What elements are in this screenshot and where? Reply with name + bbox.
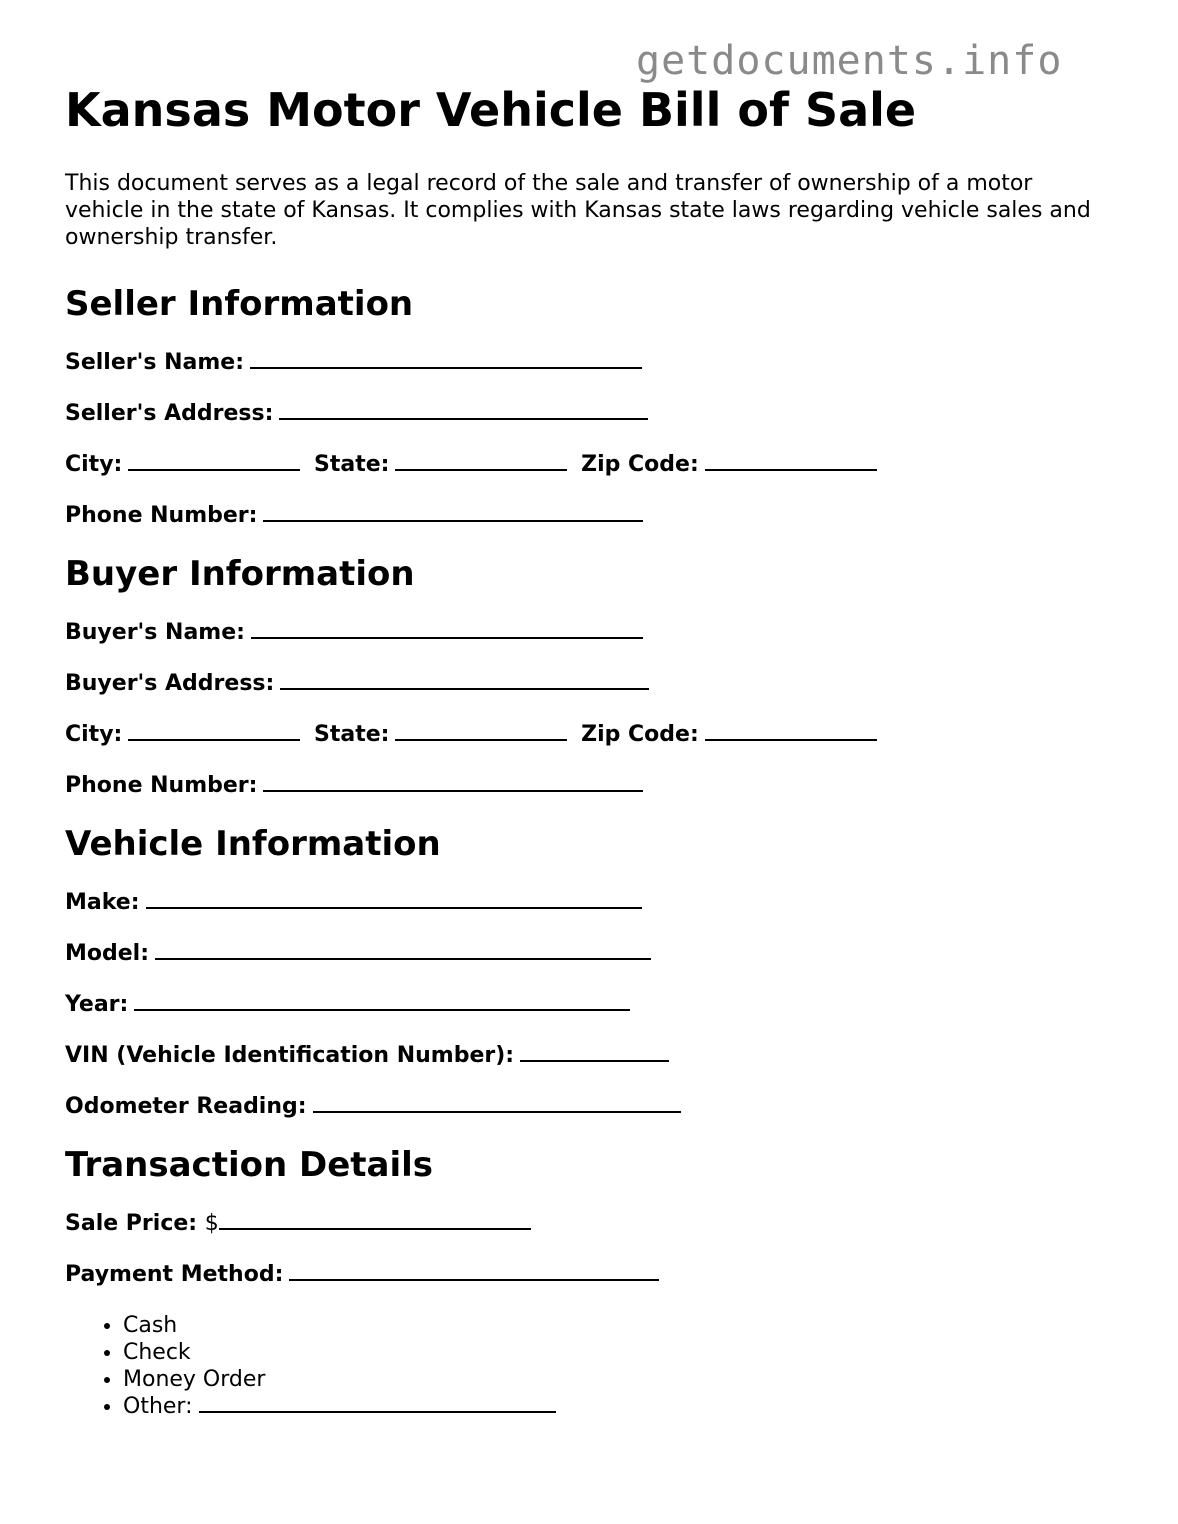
payment-option-label: Other: [123,1394,193,1419]
payment-option-cash [123,1312,1115,1339]
vehicle-heading: Vehicle Information [65,824,441,864]
buyer-phone-blank[interactable] [263,772,643,792]
vehicle-vin-label: VIN (Vehicle Identification Number): [65,1043,515,1068]
document-page [65,82,1115,1428]
vehicle-vin-field [65,1042,1115,1070]
seller-state-label: State: [314,452,390,477]
buyer-name-blank[interactable] [251,619,643,639]
seller-city-blank[interactable] [128,451,300,471]
buyer-location-field [65,721,1115,749]
seller-name-blank[interactable] [250,349,642,369]
vehicle-make-label: Make: [65,890,140,915]
buyer-state-blank[interactable] [395,721,567,741]
seller-name-label: Seller's Name: [65,350,245,375]
intro-paragraph: This document serves as a legal record of the sale and transfer of ownership of a motor vehicle in the state of Kansas. It complies with Kansas state laws regarding vehicle sales and ownership transfer. [65,171,1091,250]
payment-option-label: Check [123,1340,191,1365]
buyer-city-label: City: [65,722,123,747]
buyer-section [65,553,1115,800]
buyer-phone-label: Phone Number: [65,773,258,798]
payment-method-blank[interactable] [289,1261,659,1281]
payment-method-label: Payment Method: [65,1262,284,1287]
payment-option-money-order [123,1366,1115,1393]
payment-other-blank[interactable] [199,1393,556,1413]
seller-phone-label: Phone Number: [65,503,258,528]
buyer-address-blank[interactable] [280,670,649,690]
transaction-heading: Transaction Details [65,1145,434,1185]
buyer-name-field [65,619,1115,647]
transaction-section [65,1144,1115,1420]
payment-option-check [123,1339,1115,1366]
vehicle-odometer-label: Odometer Reading: [65,1094,307,1119]
sale-price-blank[interactable] [219,1210,531,1230]
buyer-state-label: State: [314,722,390,747]
seller-zip-blank[interactable] [705,451,877,471]
vehicle-odometer-blank[interactable] [313,1093,681,1113]
payment-method-field [65,1261,1115,1289]
buyer-address-field [65,670,1115,698]
vehicle-year-field [65,991,1115,1019]
seller-section [65,283,1115,530]
sale-price-field [65,1210,1115,1238]
buyer-heading: Buyer Information [65,554,415,594]
payment-methods-list [65,1312,1115,1420]
vehicle-vin-blank[interactable] [520,1042,669,1062]
seller-location-field [65,451,1115,479]
vehicle-model-label: Model: [65,941,150,966]
currency-symbol: $ [204,1211,219,1236]
buyer-name-label: Buyer's Name: [65,620,245,645]
vehicle-year-label: Year: [65,992,129,1017]
seller-state-blank[interactable] [395,451,567,471]
buyer-phone-field [65,772,1115,800]
vehicle-make-field [65,889,1115,917]
seller-zip-label: Zip Code: [581,452,699,477]
seller-address-blank[interactable] [279,400,648,420]
seller-name-field [65,349,1115,377]
seller-city-label: City: [65,452,123,477]
vehicle-model-blank[interactable] [155,940,651,960]
payment-option-other [123,1393,1115,1420]
vehicle-section [65,823,1115,1121]
payment-option-label: Money Order [123,1367,266,1392]
seller-phone-blank[interactable] [263,502,643,522]
vehicle-model-field [65,940,1115,968]
seller-address-label: Seller's Address: [65,401,274,426]
buyer-city-blank[interactable] [128,721,300,741]
seller-phone-field [65,502,1115,530]
vehicle-make-blank[interactable] [146,889,642,909]
vehicle-year-blank[interactable] [134,991,630,1011]
buyer-zip-label: Zip Code: [581,722,699,747]
seller-address-field [65,400,1115,428]
sale-price-label: Sale Price: [65,1211,198,1236]
buyer-zip-blank[interactable] [705,721,877,741]
payment-option-label: Cash [123,1313,178,1338]
buyer-address-label: Buyer's Address: [65,671,275,696]
seller-heading: Seller Information [65,284,414,324]
watermark: getdocuments.info [636,38,1063,84]
vehicle-odometer-field [65,1093,1115,1121]
document-title: Kansas Motor Vehicle Bill of Sale [65,83,917,137]
